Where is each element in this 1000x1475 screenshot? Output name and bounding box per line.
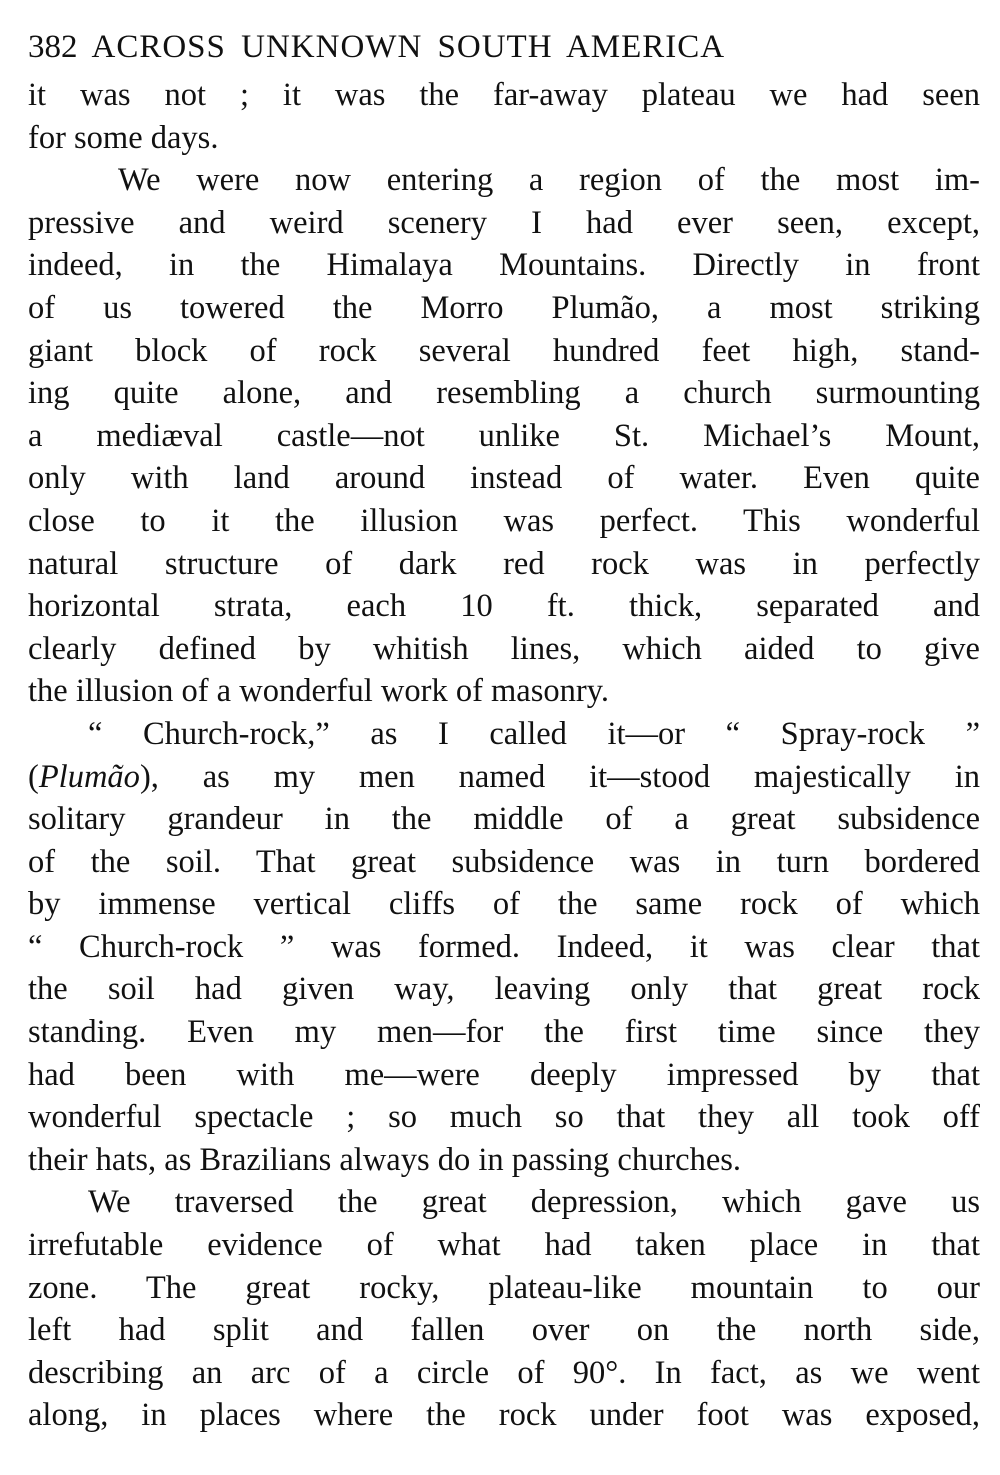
- page-header: [28, 24, 980, 70]
- text-line: along, in places where the rock under foot was exposed,: [28, 1397, 980, 1434]
- text-line: the soil had given way, leaving only that great rock: [28, 971, 980, 1008]
- text-line: solitary grandeur in the middle of a great subsidence: [28, 801, 980, 838]
- text-line: had been with me—were deeply impressed by that: [28, 1056, 980, 1093]
- text-line: indeed, in the Himalaya Mountains. Directly in front: [28, 247, 980, 284]
- text-line-with-italic: [28, 756, 980, 799]
- body-text: [28, 74, 980, 1437]
- text-line: only with land around instead of water. Even quite: [28, 460, 980, 497]
- text-line: irrefutable evidence of what had taken place in that: [28, 1227, 980, 1264]
- text-line: wonderful spectacle ; so much so that they all took off: [28, 1099, 980, 1136]
- text-line: a mediæval castle—not unlike St. Michael’s Mount,: [28, 417, 980, 454]
- text-line: “ Church-rock ” was formed. Indeed, it was clear that: [28, 928, 980, 965]
- text-line: giant block of rock several hundred feet high, stand-: [28, 332, 980, 369]
- text-line: close to it the illusion was perfect. This wonderful: [28, 502, 980, 539]
- text-line: pressive and weird scenery I had ever seen, except,: [28, 204, 980, 241]
- text-line: “ Church-rock,” as I called it—or “ Spray-rock ”: [88, 715, 980, 752]
- text-line: standing. Even my men—for the first time since they: [28, 1014, 980, 1051]
- text-line: horizontal strata, each 10 ft. thick, separated and: [28, 588, 980, 625]
- text-line: for some days.: [28, 119, 219, 156]
- text-line: of the soil. That great subsidence was in turn bordered: [28, 843, 980, 880]
- text-line: zone. The great rocky, plateau-like mountain to our: [28, 1269, 980, 1306]
- text-line: describing an arc of a circle of 90°. In fact, as we went: [28, 1354, 980, 1391]
- text-line: We traversed the great depression, which gave us: [88, 1184, 980, 1221]
- line-rest: ), as my men named it—stood majestically in: [139, 758, 980, 795]
- text-line: clearly defined by whitish lines, which aided to give: [28, 630, 980, 667]
- text-line: of us towered the Morro Plumão, a most striking: [28, 289, 980, 326]
- text-line: by immense vertical cliffs of the same rock of which: [28, 886, 980, 923]
- book-page: [28, 24, 980, 1437]
- text-line: We were now entering a region of the most im-: [118, 162, 980, 199]
- page-number: 382: [28, 29, 78, 65]
- text-line: their hats, as Brazilians always do in passing churches.: [28, 1141, 742, 1178]
- text-line: left had split and fallen over on the north side,: [28, 1312, 980, 1349]
- italic-word: Plumão: [38, 758, 140, 795]
- text-line: ing quite alone, and resembling a church surmounting: [28, 375, 980, 412]
- open-paren: (: [28, 758, 39, 795]
- text-line: natural structure of dark red rock was in perfectly: [28, 545, 980, 582]
- text-line: the illusion of a wonderful work of masonry.: [28, 673, 609, 710]
- text-line: it was not ; it was the far-away plateau we had seen: [28, 77, 980, 113]
- running-title: ACROSS UNKNOWN SOUTH AMERICA: [91, 29, 726, 65]
